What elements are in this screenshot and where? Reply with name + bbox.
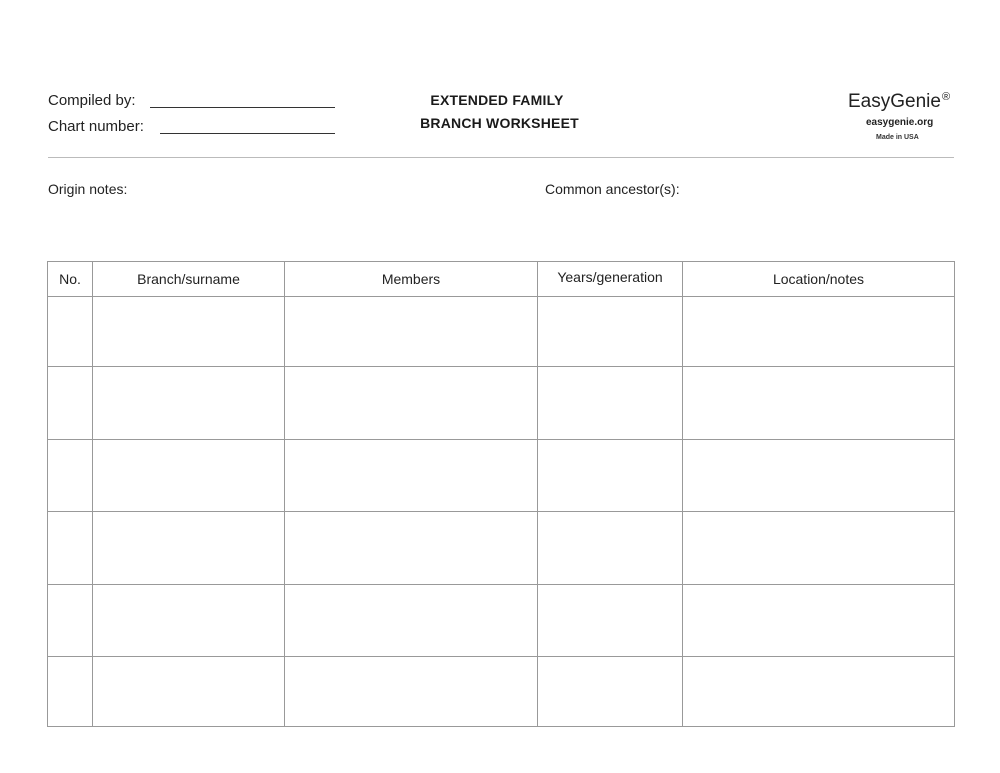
col-header-years-generation: Years/generation — [538, 262, 683, 297]
cell-no[interactable] — [48, 367, 93, 440]
cell-branch-surname[interactable] — [93, 512, 285, 585]
worksheet-title-line2: BRANCH WORKSHEET — [420, 115, 579, 131]
cell-branch-surname[interactable] — [93, 585, 285, 657]
origin-notes-label: Origin notes: — [48, 181, 128, 197]
cell-no[interactable] — [48, 585, 93, 657]
brand-name: EasyGenie — [848, 91, 941, 112]
header-divider — [48, 157, 954, 158]
common-ancestor-label: Common ancestor(s): — [545, 181, 680, 197]
cell-years-generation[interactable] — [538, 585, 683, 657]
cell-branch-surname[interactable] — [93, 297, 285, 367]
made-in-usa: Made in USA — [876, 134, 919, 141]
cell-branch-surname[interactable] — [93, 367, 285, 440]
cell-members[interactable] — [285, 585, 538, 657]
cell-members[interactable] — [285, 512, 538, 585]
chart-number-label: Chart number: — [48, 118, 144, 135]
cell-location-notes[interactable] — [683, 657, 955, 727]
branch-table — [47, 261, 955, 727]
cell-years-generation[interactable] — [538, 367, 683, 440]
cell-location-notes[interactable] — [683, 585, 955, 657]
col-header-branch-surname: Branch/surname — [93, 262, 285, 297]
col-header-no: No. — [48, 262, 93, 297]
cell-no[interactable] — [48, 440, 93, 512]
worksheet-title-line1: EXTENDED FAMILY — [430, 92, 564, 108]
brand-logo — [848, 91, 950, 113]
table-row — [48, 297, 955, 367]
table-row — [48, 440, 955, 512]
col-header-members: Members — [285, 262, 538, 297]
registered-mark: ® — [941, 91, 951, 103]
compiled-by-label: Compiled by: — [48, 92, 136, 109]
table-row — [48, 512, 955, 585]
cell-members[interactable] — [285, 297, 538, 367]
cell-years-generation[interactable] — [538, 297, 683, 367]
cell-no[interactable] — [48, 512, 93, 585]
cell-no[interactable] — [48, 297, 93, 367]
table-row — [48, 657, 955, 727]
cell-location-notes[interactable] — [683, 367, 955, 440]
chart-number-line[interactable] — [160, 133, 335, 134]
cell-members[interactable] — [285, 440, 538, 512]
cell-years-generation[interactable] — [538, 440, 683, 512]
cell-location-notes[interactable] — [683, 512, 955, 585]
table-header-row — [48, 262, 955, 297]
table-row — [48, 367, 955, 440]
table-row — [48, 585, 955, 657]
cell-members[interactable] — [285, 367, 538, 440]
cell-branch-surname[interactable] — [93, 440, 285, 512]
cell-years-generation[interactable] — [538, 657, 683, 727]
brand-url: easygenie.org — [866, 117, 934, 128]
cell-branch-surname[interactable] — [93, 657, 285, 727]
compiled-by-line[interactable] — [150, 107, 335, 108]
cell-location-notes[interactable] — [683, 297, 955, 367]
cell-location-notes[interactable] — [683, 440, 955, 512]
col-header-location-notes: Location/notes — [683, 262, 955, 297]
cell-no[interactable] — [48, 657, 93, 727]
cell-members[interactable] — [285, 657, 538, 727]
cell-years-generation[interactable] — [538, 512, 683, 585]
